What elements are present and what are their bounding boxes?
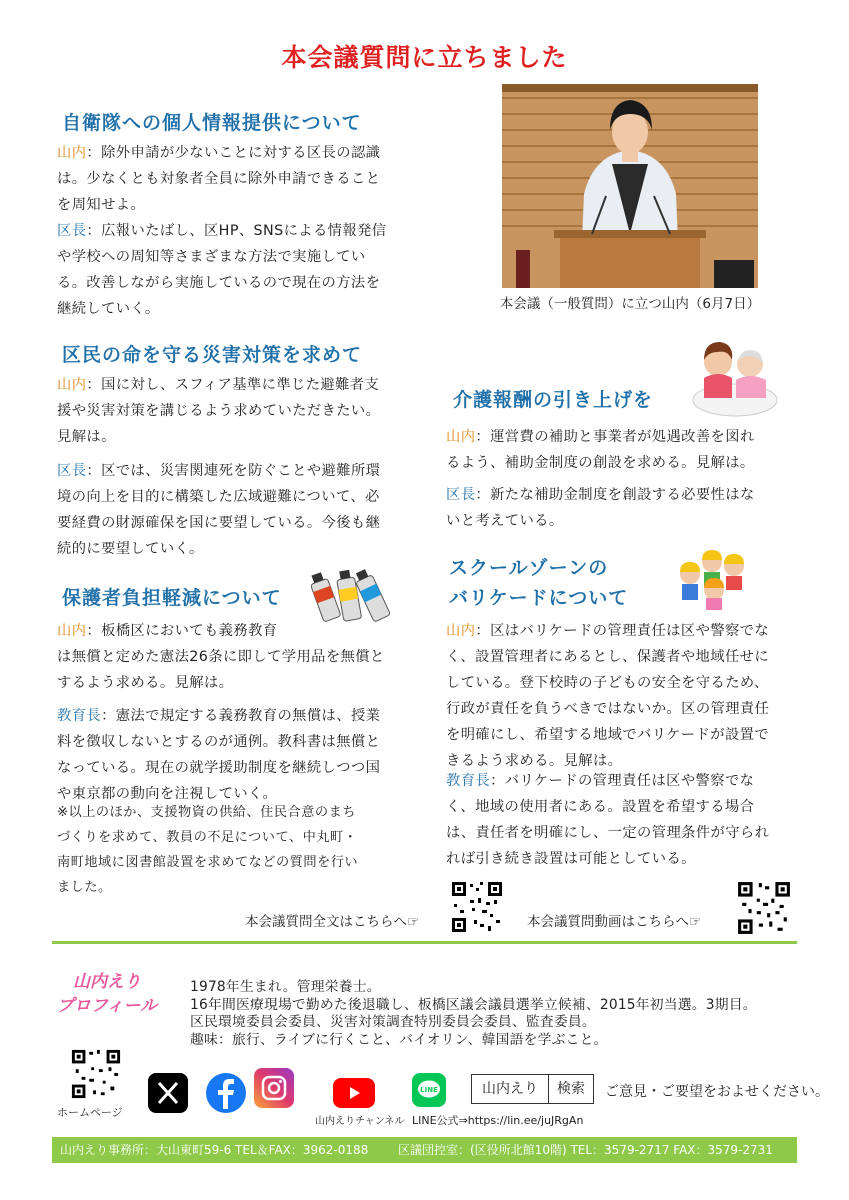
speaker-label: 区長	[57, 223, 87, 239]
profile-name: 山内えり プロフィール	[56, 972, 158, 1016]
section-heading-care: 介護報酬の引き上げを	[453, 389, 654, 411]
speaker-label: 教育長	[446, 773, 491, 789]
youtube-channel-label[interactable]: 山内えりチャンネル	[315, 1116, 405, 1127]
instagram-logo	[254, 1068, 294, 1108]
x-logo	[148, 1073, 188, 1113]
qr-code-icon[interactable]	[450, 880, 504, 934]
speaker-label: 区長	[57, 463, 87, 479]
additional-questions-note: ※以上のほか、支援物資の供給、住民合意のまち づくりを求めて、教員の不足について、中丸町・ 南町地域に図書館設置を求めてなどの質問を行い ました。	[57, 805, 359, 895]
search-query[interactable]: 山内えり	[472, 1075, 549, 1103]
profile-text: 1978年生まれ。管理栄養士。 16年間医療現場で勤めた後退職し、板橋区議会議員選挙立候補、2015年初当選。3期目。 区民環境委員会委員、災害対策調査特別委員会委員、監査委員。 趣味：旅行、ライブに行くこと、バイオリン、韓国語を学ぶこと。	[190, 979, 757, 1048]
speaker-label: 区長	[446, 487, 476, 503]
search-button[interactable]: 検索	[557, 1081, 585, 1097]
instagram-icon[interactable]	[254, 1068, 294, 1108]
speaker-label: 山内	[446, 429, 476, 445]
x-icon[interactable]	[148, 1073, 188, 1113]
homepage-label: ホームページ	[57, 1106, 123, 1119]
footer-bar	[52, 1137, 797, 1163]
jsdf-answer: 区長：広報いたばし、区HP、SNSによる情報発信 や学校への周知等さまざまな方法で実施してい る。改善しながら実施しているので現在の方法を 継続していく。	[57, 223, 387, 317]
section-divider	[52, 941, 797, 944]
qr-fulltext-code	[450, 880, 504, 934]
section-heading-guardian: 保護者負担軽減について	[62, 587, 282, 609]
speaker-photo	[502, 84, 758, 288]
speaker-label: 山内	[446, 623, 476, 639]
speaker-label: 山内	[57, 145, 87, 161]
youtube-logo	[333, 1078, 375, 1108]
section-heading-school: スクールゾーンの バリケードについて	[449, 557, 629, 609]
speaker-label: 山内	[57, 623, 87, 639]
children-illustration	[672, 544, 752, 612]
care-answer: 区長：新たな補助金制度を創設する必要性はな いと考えている。	[446, 487, 755, 529]
photo-caption: 本会議（一般質問）に立つ山内（6月7日）	[499, 296, 761, 312]
photo-illustration	[502, 84, 758, 288]
guardian-answer: 教育長：憲法で規定する義務教育の無償は、授業 料を徴収しないとするのが通例。教科書は無償と なっている。現在の就学援助制度を継続しつつ国 や東京都の動向を注視していく。	[57, 708, 381, 802]
svg-text:LINE: LINE	[420, 1086, 438, 1094]
search-box[interactable]	[471, 1074, 594, 1104]
school-question: 山内：区はバリケードの管理責任は区や警察でな く、設置管理者にあるとし、保護者や地域任せに している。登下校時の子どもの安全を守るため、 行政が責任を負うべきではないか。区の管理責任 を明確にし、希望する地域でバリケードが設置で きるよう求める。見解は。	[446, 623, 770, 769]
council-contact: 区議団控室：(区役所北館10階) TEL：3579-2717 FAX：3579-2731	[398, 1143, 773, 1157]
facebook-logo	[206, 1073, 246, 1113]
page-title: 本会議質問に立ちました	[281, 43, 568, 72]
line-icon[interactable]	[412, 1073, 446, 1107]
jsdf-question: 山内：除外申請が少ないことに対する区長の認識 は。少なくとも対象者全員に除外申請できること を周知せよ。	[57, 145, 381, 213]
guardian-question: 山内：板橋区においても義務教育 は無償と定めた憲法26条に即して学用品を無償と するよう求める。見解は。	[57, 623, 385, 691]
qr-video-code	[736, 880, 792, 936]
section-heading-disaster: 区民の命を守る災害対策を求めて	[62, 344, 363, 366]
speaker-label: 教育長	[57, 708, 102, 724]
school-answer: 教育長：バリケードの管理責任は区や警察でな く、地域の使用者にある。設置を希望する場合 は、責任者を明確にし、一定の管理条件が守られ れば引き続き設置は可能としている。	[446, 773, 770, 867]
speaker-label: 山内	[57, 377, 87, 393]
disaster-question: 山内：国に対し、スフィア基準に準じた避難者支 援や災害対策を講じるよう求めていただきたい。 見解は。	[57, 377, 381, 445]
qr-code-icon[interactable]	[736, 880, 792, 936]
disaster-answer: 区長：区では、災害関連死を防ぐことや避難所環 境の向上を目的に構築した広域避難について、必 要経費の財源確保を国に要望している。今後も継 続的に要望していく。	[57, 463, 381, 557]
qr-fulltext-label: 本会議質問全文はこちらへ☞	[245, 914, 420, 930]
caregiver-illustration	[690, 334, 780, 418]
qr-code-icon[interactable]	[70, 1048, 122, 1100]
youtube-icon[interactable]	[333, 1078, 375, 1108]
care-question: 山内：運営費の補助と事業者が処遇改善を図れ るよう、補助金制度の創設を求める。見解は。	[446, 429, 755, 471]
section-heading-jsdf: 自衛隊への個人情報提供について	[62, 112, 362, 134]
qr-homepage-code	[70, 1048, 122, 1100]
qr-video-label: 本会議質問動画はこちらへ☞	[527, 914, 702, 930]
line-official-link[interactable]: LINE公式⇒https://lin.ee/juJRgAn	[412, 1114, 584, 1127]
facebook-icon[interactable]	[206, 1073, 246, 1113]
line-logo	[412, 1073, 446, 1107]
opinion-text: ご意見・ご要望をおよせください。	[605, 1084, 829, 1100]
office-contact: 山内えり事務所：大山東町59-6 TEL＆FAX：3962-0188	[60, 1143, 369, 1157]
